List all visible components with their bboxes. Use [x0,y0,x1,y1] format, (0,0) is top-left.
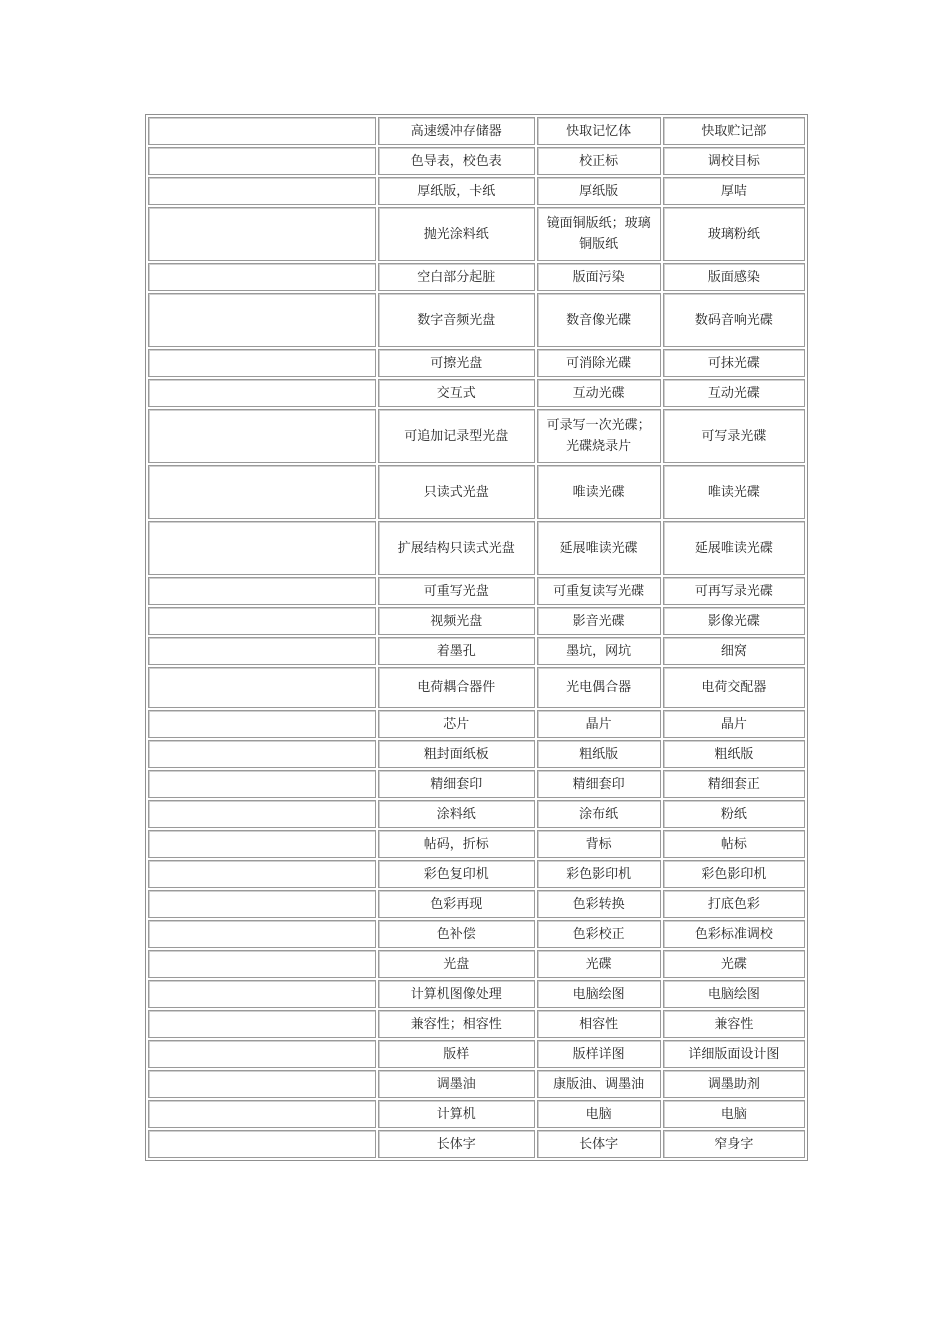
hongkong-term-cell: 晶片 [663,710,805,738]
hongkong-term-cell: 可写录光碟 [663,409,805,463]
mainland-term-cell: 可追加记录型光盘 [378,409,534,463]
hongkong-term-cell: 调墨助剂 [663,1070,805,1098]
mainland-term-cell: 可重写光盘 [378,577,534,605]
mainland-term-cell: 色补偿 [378,920,534,948]
mainland-term-cell: 精细套印 [378,770,534,798]
mainland-term-cell: 交互式 [378,379,534,407]
hongkong-term-cell: 详细版面设计图 [663,1040,805,1068]
hongkong-term-cell: 调校目标 [663,147,805,175]
term-blank-cell [148,1100,376,1128]
mainland-term-cell: 只读式光盘 [378,465,534,519]
mainland-term-cell: 计算机图像处理 [378,980,534,1008]
hongkong-term-cell: 光碟 [663,950,805,978]
mainland-term-cell: 调墨油 [378,1070,534,1098]
term-blank-cell [148,1040,376,1068]
table-row [148,667,805,708]
term-blank-cell [148,890,376,918]
table-row [148,293,805,347]
table-row [148,117,805,145]
taiwan-term-cell: 可重复读写光碟 [537,577,661,605]
term-blank-cell [148,667,376,708]
term-blank-cell [148,207,376,261]
hongkong-term-cell: 数码音响光碟 [663,293,805,347]
taiwan-term-cell: 墨坑，网坑 [537,637,661,665]
hongkong-term-cell: 色彩标准调校 [663,920,805,948]
mainland-term-cell: 光盘 [378,950,534,978]
term-blank-cell [148,710,376,738]
taiwan-term-cell: 相容性 [537,1010,661,1038]
hongkong-term-cell: 粗纸版 [663,740,805,768]
taiwan-term-cell: 镜面铜版纸；玻璃铜版纸 [537,207,661,261]
mainland-term-cell: 彩色复印机 [378,860,534,888]
table-row [148,349,805,377]
table-row [148,1010,805,1038]
hongkong-term-cell: 细窝 [663,637,805,665]
term-blank-cell [148,117,376,145]
term-blank-cell [148,860,376,888]
mainland-term-cell: 帖码，折标 [378,830,534,858]
mainland-term-cell: 视频光盘 [378,607,534,635]
hongkong-term-cell: 可再写录光碟 [663,577,805,605]
hongkong-term-cell: 延展唯读光碟 [663,521,805,575]
table-row [148,607,805,635]
taiwan-term-cell: 色彩校正 [537,920,661,948]
table-row [148,521,805,575]
taiwan-term-cell: 精细套印 [537,770,661,798]
hongkong-term-cell: 快取贮记部 [663,117,805,145]
table-row [148,1070,805,1098]
term-blank-cell [148,465,376,519]
term-blank-cell [148,349,376,377]
taiwan-term-cell: 光碟 [537,950,661,978]
term-blank-cell [148,147,376,175]
taiwan-term-cell: 彩色影印机 [537,860,661,888]
term-blank-cell [148,379,376,407]
table-row [148,1100,805,1128]
mainland-term-cell: 着墨孔 [378,637,534,665]
taiwan-term-cell: 康版油、调墨油 [537,1070,661,1098]
term-blank-cell [148,263,376,291]
taiwan-term-cell: 晶片 [537,710,661,738]
table-row [148,950,805,978]
taiwan-term-cell: 背标 [537,830,661,858]
taiwan-term-cell: 唯读光碟 [537,465,661,519]
taiwan-term-cell: 影音光碟 [537,607,661,635]
term-blank-cell [148,577,376,605]
term-blank-cell [148,1070,376,1098]
mainland-term-cell: 版样 [378,1040,534,1068]
hongkong-term-cell: 版面感染 [663,263,805,291]
hongkong-term-cell: 粉纸 [663,800,805,828]
term-blank-cell [148,293,376,347]
table-row [148,710,805,738]
mainland-term-cell: 空白部分起脏 [378,263,534,291]
taiwan-term-cell: 电脑 [537,1100,661,1128]
taiwan-term-cell: 可消除光碟 [537,349,661,377]
taiwan-term-cell: 可录写一次光碟；光碟烧录片 [537,409,661,463]
hongkong-term-cell: 窄身字 [663,1130,805,1158]
table-row [148,147,805,175]
term-blank-cell [148,521,376,575]
table-body [148,117,805,1158]
table-row [148,1130,805,1158]
mainland-term-cell: 长体字 [378,1130,534,1158]
mainland-term-cell: 可擦光盘 [378,349,534,377]
hongkong-term-cell: 唯读光碟 [663,465,805,519]
hongkong-term-cell: 互动光碟 [663,379,805,407]
mainland-term-cell: 高速缓冲存储器 [378,117,534,145]
taiwan-term-cell: 电脑绘图 [537,980,661,1008]
term-blank-cell [148,770,376,798]
hongkong-term-cell: 打底色彩 [663,890,805,918]
table-row [148,800,805,828]
term-blank-cell [148,637,376,665]
taiwan-term-cell: 长体字 [537,1130,661,1158]
term-blank-cell [148,950,376,978]
mainland-term-cell: 电荷耦合器件 [378,667,534,708]
mainland-term-cell: 芯片 [378,710,534,738]
hongkong-term-cell: 精细套正 [663,770,805,798]
taiwan-term-cell: 色彩转换 [537,890,661,918]
term-blank-cell [148,830,376,858]
mainland-term-cell: 色彩再现 [378,890,534,918]
table-row [148,465,805,519]
mainland-term-cell: 涂料纸 [378,800,534,828]
term-blank-cell [148,800,376,828]
table-row [148,409,805,463]
table-row [148,890,805,918]
table-row [148,1040,805,1068]
hongkong-term-cell: 厚咭 [663,177,805,205]
table-row [148,980,805,1008]
table-row [148,263,805,291]
taiwan-term-cell: 涂布纸 [537,800,661,828]
table-row [148,740,805,768]
table-row [148,637,805,665]
taiwan-term-cell: 延展唯读光碟 [537,521,661,575]
table-row [148,379,805,407]
term-blank-cell [148,740,376,768]
table-row [148,177,805,205]
mainland-term-cell: 兼容性；相容性 [378,1010,534,1038]
taiwan-term-cell: 厚纸版 [537,177,661,205]
hongkong-term-cell: 电脑绘图 [663,980,805,1008]
mainland-term-cell: 扩展结构只读式光盘 [378,521,534,575]
taiwan-term-cell: 版样详图 [537,1040,661,1068]
taiwan-term-cell: 互动光碟 [537,379,661,407]
hongkong-term-cell: 帖标 [663,830,805,858]
term-blank-cell [148,920,376,948]
terminology-table [145,114,808,1161]
table-row [148,207,805,261]
term-blank-cell [148,409,376,463]
hongkong-term-cell: 彩色影印机 [663,860,805,888]
mainland-term-cell: 粗封面纸板 [378,740,534,768]
mainland-term-cell: 计算机 [378,1100,534,1128]
mainland-term-cell: 数字音频光盘 [378,293,534,347]
taiwan-term-cell: 光电偶合器 [537,667,661,708]
taiwan-term-cell: 数音像光碟 [537,293,661,347]
hongkong-term-cell: 可抹光碟 [663,349,805,377]
mainland-term-cell: 厚纸版，卡纸 [378,177,534,205]
table-row [148,830,805,858]
term-blank-cell [148,177,376,205]
table-row [148,770,805,798]
table-row [148,577,805,605]
term-blank-cell [148,607,376,635]
hongkong-term-cell: 兼容性 [663,1010,805,1038]
term-blank-cell [148,980,376,1008]
table-row [148,920,805,948]
hongkong-term-cell: 玻璃粉纸 [663,207,805,261]
mainland-term-cell: 抛光涂料纸 [378,207,534,261]
hongkong-term-cell: 影像光碟 [663,607,805,635]
taiwan-term-cell: 快取记忆体 [537,117,661,145]
table-row [148,860,805,888]
mainland-term-cell: 色导表，校色表 [378,147,534,175]
hongkong-term-cell: 电脑 [663,1100,805,1128]
term-blank-cell [148,1010,376,1038]
taiwan-term-cell: 粗纸版 [537,740,661,768]
hongkong-term-cell: 电荷交配器 [663,667,805,708]
taiwan-term-cell: 版面污染 [537,263,661,291]
term-blank-cell [148,1130,376,1158]
taiwan-term-cell: 校正标 [537,147,661,175]
